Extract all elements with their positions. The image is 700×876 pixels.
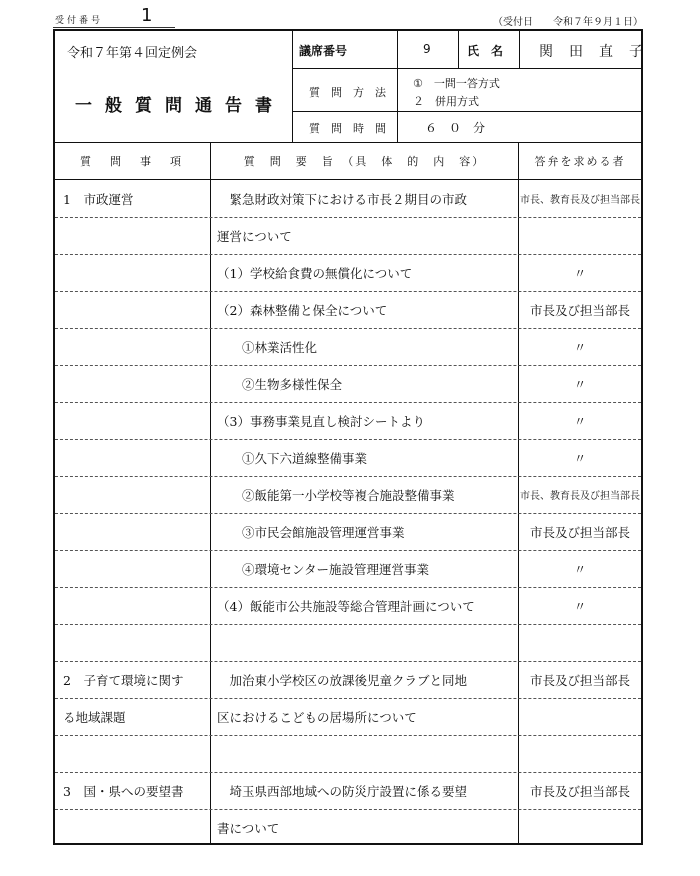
respondent-cell [519, 809, 641, 846]
question-item-cell [55, 735, 210, 772]
respondent-cell: 〃 [573, 376, 587, 392]
table-row [55, 291, 641, 329]
notice-form [53, 29, 643, 845]
table-row [55, 513, 641, 551]
question-summary-cell [211, 735, 518, 772]
receipt-number: 1 [141, 5, 153, 26]
question-item-cell [55, 476, 210, 513]
question-item-cell: 1 市政運営 [63, 191, 134, 207]
name-label: 氏 名 [467, 44, 504, 58]
respondent-cell [519, 217, 641, 254]
question-summary-cell: ①林業活性化 [217, 339, 318, 355]
respondent-cell [519, 698, 641, 735]
seat-number-value: 9 [423, 42, 431, 56]
question-summary-cell: ④環境センター施設管理運営事業 [217, 561, 430, 577]
respondent-cell: 〃 [573, 450, 587, 466]
table-row [55, 254, 641, 292]
respondent-cell: 市長、教育長及び担当部長 [520, 491, 640, 502]
table-row [55, 476, 641, 514]
question-summary-cell [211, 624, 518, 661]
question-summary-cell: 書について [217, 820, 280, 836]
respondent-cell: 〃 [573, 598, 587, 614]
respondent-cell: 〃 [573, 339, 587, 355]
question-item-cell [55, 513, 210, 550]
question-item-cell [55, 439, 210, 476]
question-summary-cell: （3）事務事業見直し検討シートより [217, 413, 425, 429]
question-item-cell [55, 365, 210, 402]
respondent-cell: 〃 [573, 561, 587, 577]
question-item-cell [55, 402, 210, 439]
table-row [55, 698, 641, 736]
table-row [55, 809, 641, 846]
question-summary-cell: 運営について [217, 228, 292, 244]
receipt-label: 受付番号 [55, 16, 104, 26]
question-time-value: ６ ０ 分 [425, 121, 486, 135]
table-row [55, 328, 641, 366]
question-summary-cell: 加治東小学校区の放課後児童クラブと同地 [217, 672, 468, 688]
respondent-cell: 〃 [573, 413, 587, 429]
question-item-cell [55, 587, 210, 624]
question-method-label: 質 問 方 法 [309, 86, 386, 99]
table-row [55, 624, 641, 662]
respondent-cell: 市長及び担当部長 [529, 672, 630, 688]
table-row [55, 439, 641, 477]
form-header [55, 31, 644, 143]
table-row [55, 735, 641, 773]
question-item-cell [55, 254, 210, 291]
receipt-number-field [53, 5, 175, 28]
column-header-respondent: 答弁を求める者 [519, 142, 641, 180]
respondent-cell: 市長及び担当部長 [529, 302, 630, 318]
table-row [55, 550, 641, 588]
question-summary-cell: （4）飯能市公共施設等総合管理計画について [217, 598, 475, 614]
respondent-cell: 市長及び担当部長 [529, 524, 630, 540]
question-summary-cell: （2）森林整備と保全について [217, 302, 388, 318]
question-summary-cell: ②飯能第一小学校等複合施設整備事業 [217, 487, 455, 503]
table-row [55, 661, 641, 699]
question-summary-cell: ①久下六道線整備事業 [217, 450, 368, 466]
question-time-label: 質 問 時 間 [309, 122, 386, 135]
question-item-cell [55, 550, 210, 587]
question-item-cell [55, 217, 210, 254]
question-item-cell [55, 291, 210, 328]
respondent-cell: 〃 [573, 265, 587, 281]
question-summary-cell: 緊急財政対策下における市長２期目の市政 [217, 191, 468, 207]
question-summary-cell: ③市民会館施設管理運営事業 [217, 524, 405, 540]
table-row [55, 587, 641, 625]
question-item-cell [55, 328, 210, 365]
question-summary-cell: ②生物多様性保全 [217, 376, 343, 392]
question-item-cell: る地域課題 [63, 709, 126, 725]
question-item-cell [55, 809, 210, 846]
question-item-cell: 3 国・県への要望書 [63, 783, 184, 799]
method-option-combined: ２ 併用方式 [413, 95, 479, 108]
question-summary-cell: 区におけるこどもの居場所について [217, 709, 417, 725]
seat-number-label: 議席番号 [299, 44, 348, 58]
respondent-cell: 市長及び担当部長 [529, 783, 630, 799]
question-item-cell [55, 624, 210, 661]
column-header-summary: 質 問 要 旨 （具 体 的 内 容） [211, 142, 518, 180]
method-option-qa: ① 一問一答方式 [413, 77, 500, 90]
question-summary-cell: （1）学校給食費の無償化について [217, 265, 413, 281]
receipt-line [53, 5, 643, 28]
receipt-date: （受付日 令和７年９月１日） [493, 17, 643, 28]
table-row [55, 402, 641, 440]
session-name: 令和７年第４回定例会 [67, 46, 198, 61]
question-summary-cell: 埼玉県西部地域への防災庁設置に係る要望 [217, 783, 468, 799]
table-row [55, 772, 641, 810]
question-item-cell: 2 子育て環境に関す [63, 672, 184, 688]
document-title: 一般質問通告書 [75, 96, 285, 116]
table-row [55, 217, 641, 255]
respondent-cell: 市長、教育長及び担当部長 [520, 195, 640, 206]
column-header-item: 質 問 事 項 [55, 142, 210, 180]
respondent-cell [519, 735, 641, 772]
table-row [55, 180, 641, 218]
table-row [55, 365, 641, 403]
respondent-cell [519, 624, 641, 661]
questioner-name: 関 田 直 子 [539, 44, 644, 60]
